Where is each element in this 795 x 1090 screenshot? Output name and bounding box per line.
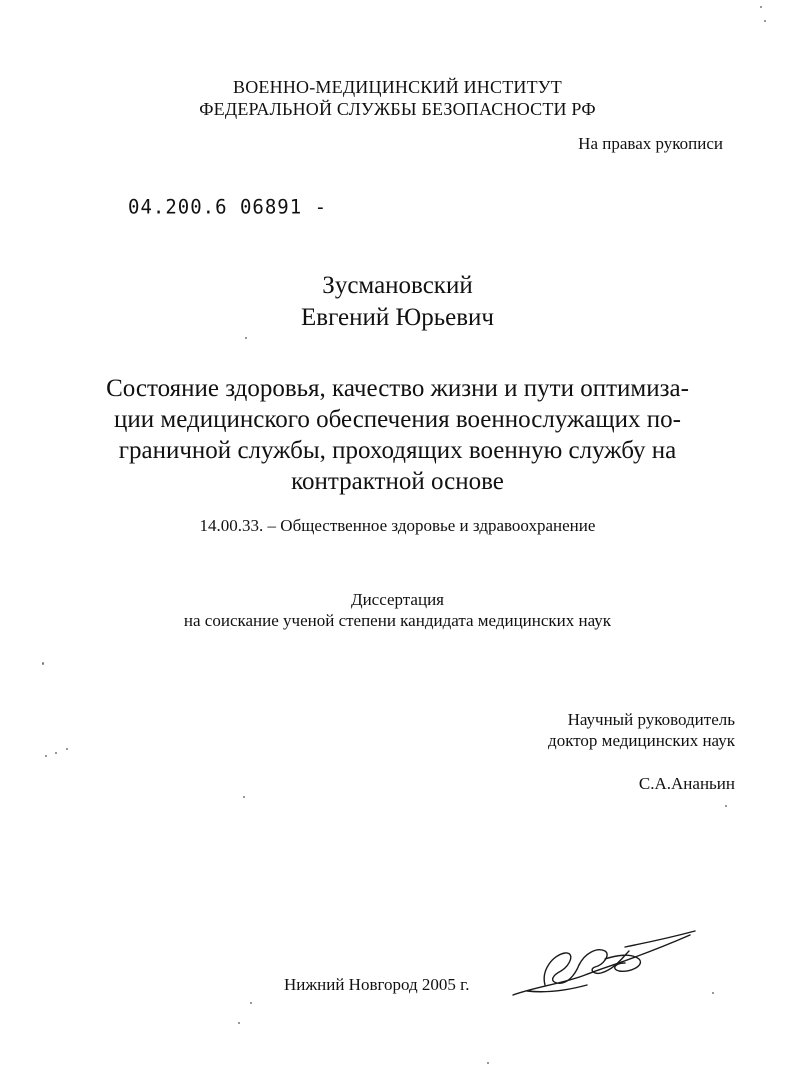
scan-speck bbox=[245, 337, 247, 339]
dissertation-label: Диссертация bbox=[350, 590, 444, 609]
scan-speck bbox=[712, 992, 714, 994]
title-line-3: граничной службы, проходящих военную службу на bbox=[118, 437, 677, 464]
scan-speck bbox=[250, 1002, 252, 1004]
scan-speck bbox=[238, 1022, 240, 1024]
institute-line-1: ВОЕННО-МЕДИЦИНСКИЙ ИНСТИТУТ bbox=[233, 77, 562, 97]
scan-speck bbox=[764, 20, 766, 22]
manuscript-rights-label: На правах рукописи bbox=[578, 134, 723, 153]
title-line-1: Состояние здоровья, качество жизни и пути оптимиза- bbox=[106, 375, 689, 402]
city-year: Нижний Новгород 2005 г. bbox=[284, 975, 470, 994]
scan-speck bbox=[760, 6, 762, 8]
signature-icon bbox=[505, 925, 700, 1005]
catalog-number-stamp: 04.200.6 06891 - bbox=[128, 195, 328, 219]
scan-speck bbox=[487, 1062, 489, 1064]
scan-speck bbox=[55, 752, 57, 754]
supervisor-degree: доктор медицинских наук bbox=[548, 731, 735, 750]
scan-speck bbox=[725, 805, 727, 807]
author-given-names: Евгений Юрьевич bbox=[301, 304, 494, 331]
scan-speck bbox=[42, 662, 44, 665]
institute-line-2: ФЕДЕРАЛЬНОЙ СЛУЖБЫ БЕЗОПАСНОСТИ РФ bbox=[199, 99, 596, 119]
scan-speck bbox=[243, 796, 245, 798]
author-surname: Зусмановский bbox=[322, 272, 473, 299]
scan-speck bbox=[66, 748, 68, 750]
supervisor-role: Научный руководитель bbox=[567, 710, 735, 729]
scan-speck bbox=[45, 755, 47, 757]
title-line-4: контрактной основе bbox=[291, 468, 504, 495]
title-line-2: ции медицинского обеспечения военнослужащих по- bbox=[114, 406, 681, 433]
degree-sought: на соискание ученой степени кандидата медицинских наук bbox=[183, 611, 612, 630]
specialty-code: 14.00.33. – Общественное здоровье и здравоохранение bbox=[199, 516, 596, 535]
supervisor-name: С.А.Ананьин bbox=[638, 774, 735, 793]
